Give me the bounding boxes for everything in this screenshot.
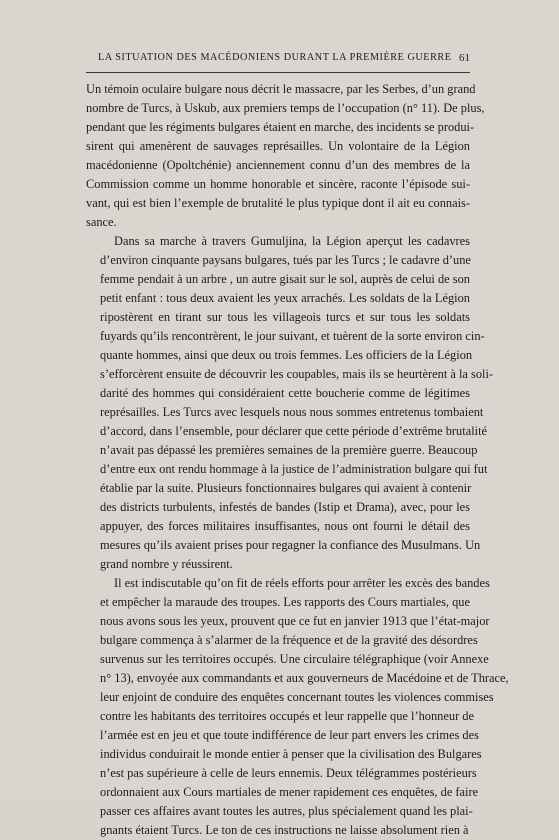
text-line: grand nombre y réussirent. [100,557,233,571]
text-line: appuyer, des forces militaires insuffisantes, nous ont fourni le détail des [100,519,470,533]
text-line: femme pendait à un arbre , un autre gisait sur le sol, auprès de celui de son [100,272,470,286]
text-line: nombre de Turcs, à Uskub, aux premiers temps de l’occupation (n° 11). De plus, [86,101,485,115]
text-line: d’accord, dans l’ensemble, pour déclarer que cette période d’extrême brutalité [100,424,488,438]
text-line: pendant que les régiments bulgares étaient en marche, des incidents se produi- [86,120,475,134]
text-line: quante hommes, ainsi que deux ou trois femmes. Les officiers de la Légion [100,348,473,362]
text-line: macédonienne (Opoltchénie) anciennement connu d’un des membres de la [86,158,470,172]
text-line: d’environ cinquante paysans bulgares, tués par les Turcs ; le cadavre d’une [100,253,471,267]
text-line: d’entre eux ont rendu hommage à la justice de l’administration bulgare qui fut [100,462,488,476]
text-line: bulgare commença à s’alarmer de la fréquence et de la gravité des désordres [100,633,478,647]
text-line: vant, qui est bien l’exemple de brutalité le plus typique dont il ait eu connais- [86,196,470,210]
text-line: n’est pas supérieure à celle de leurs ennemis. Deux télégrammes postérieurs [100,766,477,780]
paragraph [86,80,485,232]
running-title: LA SITUATION DES MACÉDONIENS DURANT LA PREMIÈRE GUERRE [98,52,452,63]
text-line: passer ces affaires avant toutes les autres, plus spécialement quand les plai- [100,804,473,818]
text-line: s’efforcèrent ensuite de découvrir les coupables, mais ils se heurtèrent à la soli- [100,367,494,381]
text-line: Commission comme un homme honorable et sincère, raconte l’épisode sui- [86,177,470,191]
text-line: Il est indiscutable qu’on fit de réels efforts pour arrêter les excès des bandes [114,576,490,590]
text-line: ordonnaient aux Cours martiales de mener rapidement ces enquêtes, de faire [100,785,479,799]
text-line: individus conduirait le monde entier à penser que la civilisation des Bulgares [100,747,482,761]
text-line: n’avait pas dépassé les premières semaines de la première guerre. Beaucoup [100,443,478,457]
text-line: darité des hommes qui considéraient cette boucherie comme de légitimes [100,386,470,400]
text-line: mesures qu’ils avaient prises pour regagner la confiance des Musulmans. Un [100,538,481,552]
text-line: représailles. Les Turcs avec lesquels nous nous sommes entretenus tombaient [100,405,484,419]
text-line: petit enfant : tous deux avaient les yeux arrachés. Les soldats de la Légion [100,291,470,305]
text-line: des districts turbulents, infestés de bandes (Istip et Drama), avec, pour les [100,500,470,514]
text-line: sirent qui amenèrent de sauvages représailles. Un volontaire de la Légion [86,139,470,153]
text-line: nous avons sous les yeux, prouvent que ce fut en janvier 1913 que l’état-major [100,614,490,628]
text-line: contre les habitants des territoires occupés et leur rappelle que l’honneur de [100,709,474,723]
text-line: établie par la suite. Plusieurs fonctionnaires bulgares qui avaient à contenir [100,481,472,495]
text-line: gnants étaient Turcs. Le ton de ces instructions ne laisse absolument rien à [100,823,469,837]
page-header [86,50,470,70]
text-line: l’armée est en jeu et que toute indifférence de leur part envers les crimes des [100,728,479,742]
text-line: Un témoin oculaire bulgare nous décrit le massacre, par les Serbes, d’un grand [86,82,476,96]
text-line: sance. [86,215,117,229]
body-text [86,80,509,840]
page-number: 61 [459,52,470,64]
text-line: ripostèrent en tirant sur tous les villageois turcs et sur tous les soldats [100,310,470,324]
text-line: survenus sur les territoires occupés. Une circulaire télégraphique (voir Annexe [100,652,489,666]
text-line: leur enjoint de conduire des enquêtes concernant toutes les violences commises [100,690,494,704]
text-line: et empêcher la maraude des troupes. Les rapports des Cours martiales, que [100,595,470,609]
text-line: fuyards qu’ils rencontrèrent, le jour suivant, et tuèrent de la sorte environ cin- [100,329,485,343]
paragraph [86,574,509,840]
text-line: Dans sa marche à travers Gumuljina, la Légion aperçut les cadavres [114,234,470,248]
text-line: n° 13), envoyée aux commandants et aux gouverneurs de Macédoine et de Thrace, [100,671,509,685]
paragraph [86,232,494,574]
header-rule [86,72,470,73]
